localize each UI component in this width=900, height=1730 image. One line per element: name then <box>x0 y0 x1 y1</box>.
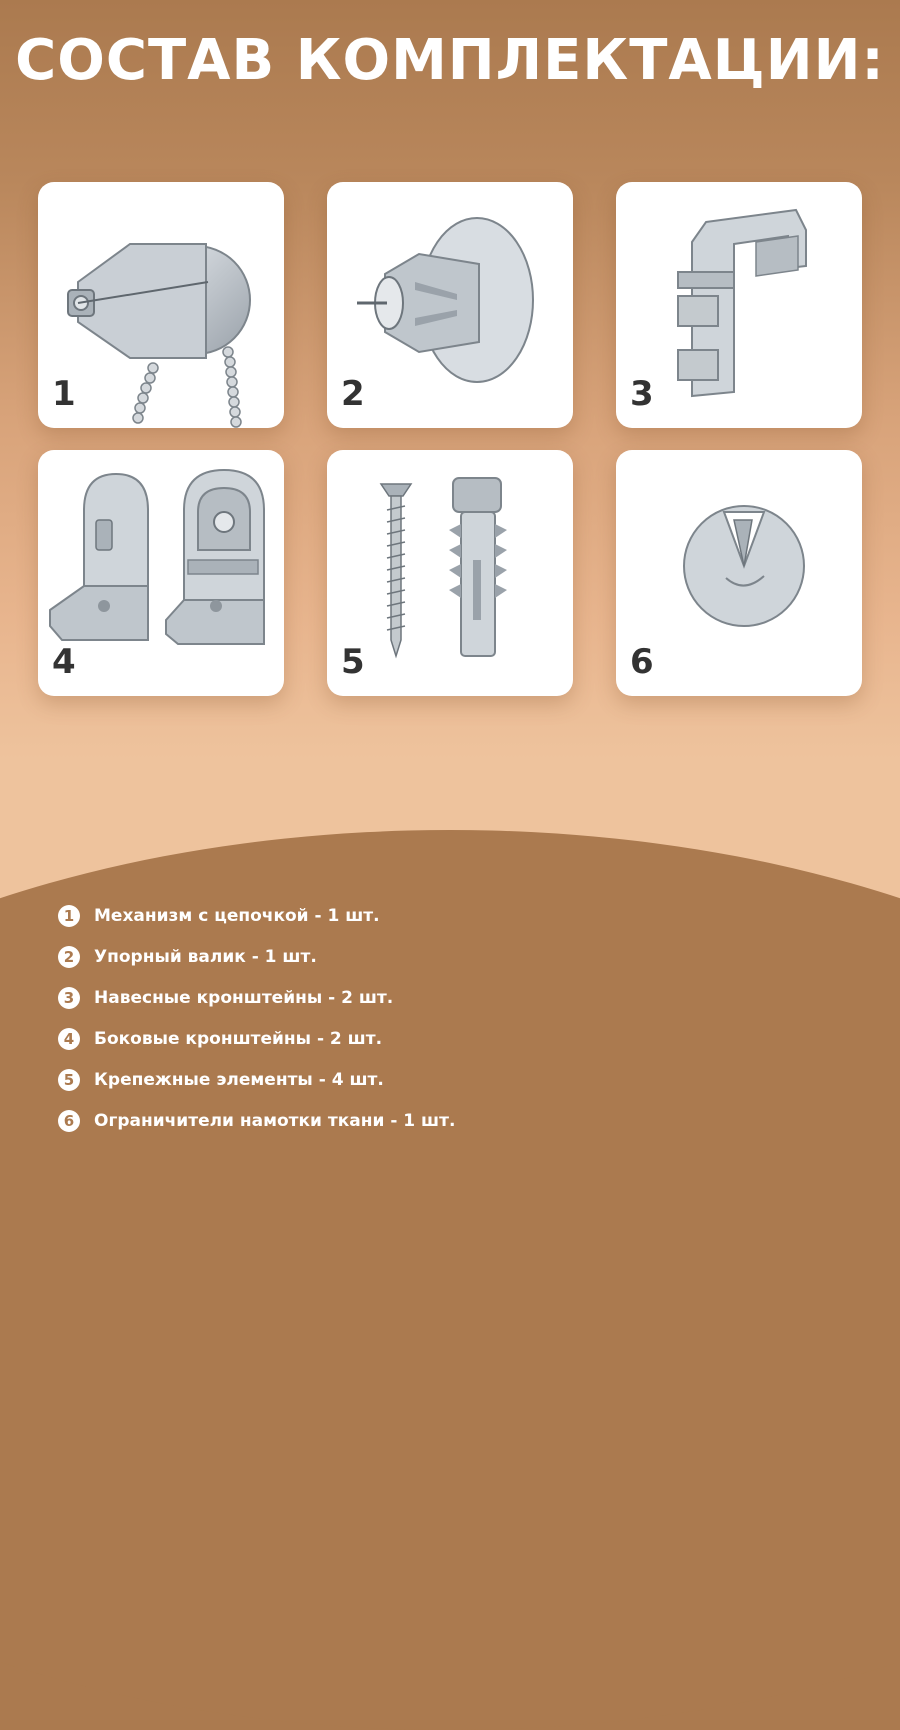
list-item <box>58 977 455 1018</box>
card-side-brackets <box>38 450 284 696</box>
item-text: Упорный валик - 1 шт. <box>94 946 317 967</box>
card-screw-and-dowel <box>327 450 573 696</box>
card-stop-roller <box>327 182 573 428</box>
card-number: 6 <box>630 642 654 682</box>
item-text: Навесные кронштейны - 2 шт. <box>94 987 394 1008</box>
items-list <box>58 895 455 1141</box>
item-text: Боковые кронштейны - 2 шт. <box>94 1028 383 1049</box>
card-hanging-bracket <box>616 182 862 428</box>
list-item <box>58 1059 455 1100</box>
item-number-badge: 3 <box>58 987 80 1009</box>
page-title: СОСТАВ КОМПЛЕКТАЦИИ: <box>15 28 885 93</box>
list-item <box>58 936 455 977</box>
item-number-badge: 1 <box>58 905 80 927</box>
item-text: Крепежные элементы - 4 шт. <box>94 1069 384 1090</box>
item-number-badge: 6 <box>58 1110 80 1132</box>
card-winding-limiter <box>616 450 862 696</box>
card-number: 3 <box>630 374 654 414</box>
card-number: 5 <box>341 642 365 682</box>
list-item <box>58 1100 455 1141</box>
item-text: Ограничители намотки ткани - 1 шт. <box>94 1110 456 1131</box>
card-number: 2 <box>341 374 365 414</box>
list-item <box>58 895 455 936</box>
item-number-badge: 2 <box>58 946 80 968</box>
item-text: Механизм с цепочкой - 1 шт. <box>94 905 380 926</box>
item-number-badge: 4 <box>58 1028 80 1050</box>
card-chain-mechanism <box>38 182 284 428</box>
list-item <box>58 1018 455 1059</box>
card-number: 4 <box>52 642 76 682</box>
item-number-badge: 5 <box>58 1069 80 1091</box>
card-number: 1 <box>52 374 76 414</box>
